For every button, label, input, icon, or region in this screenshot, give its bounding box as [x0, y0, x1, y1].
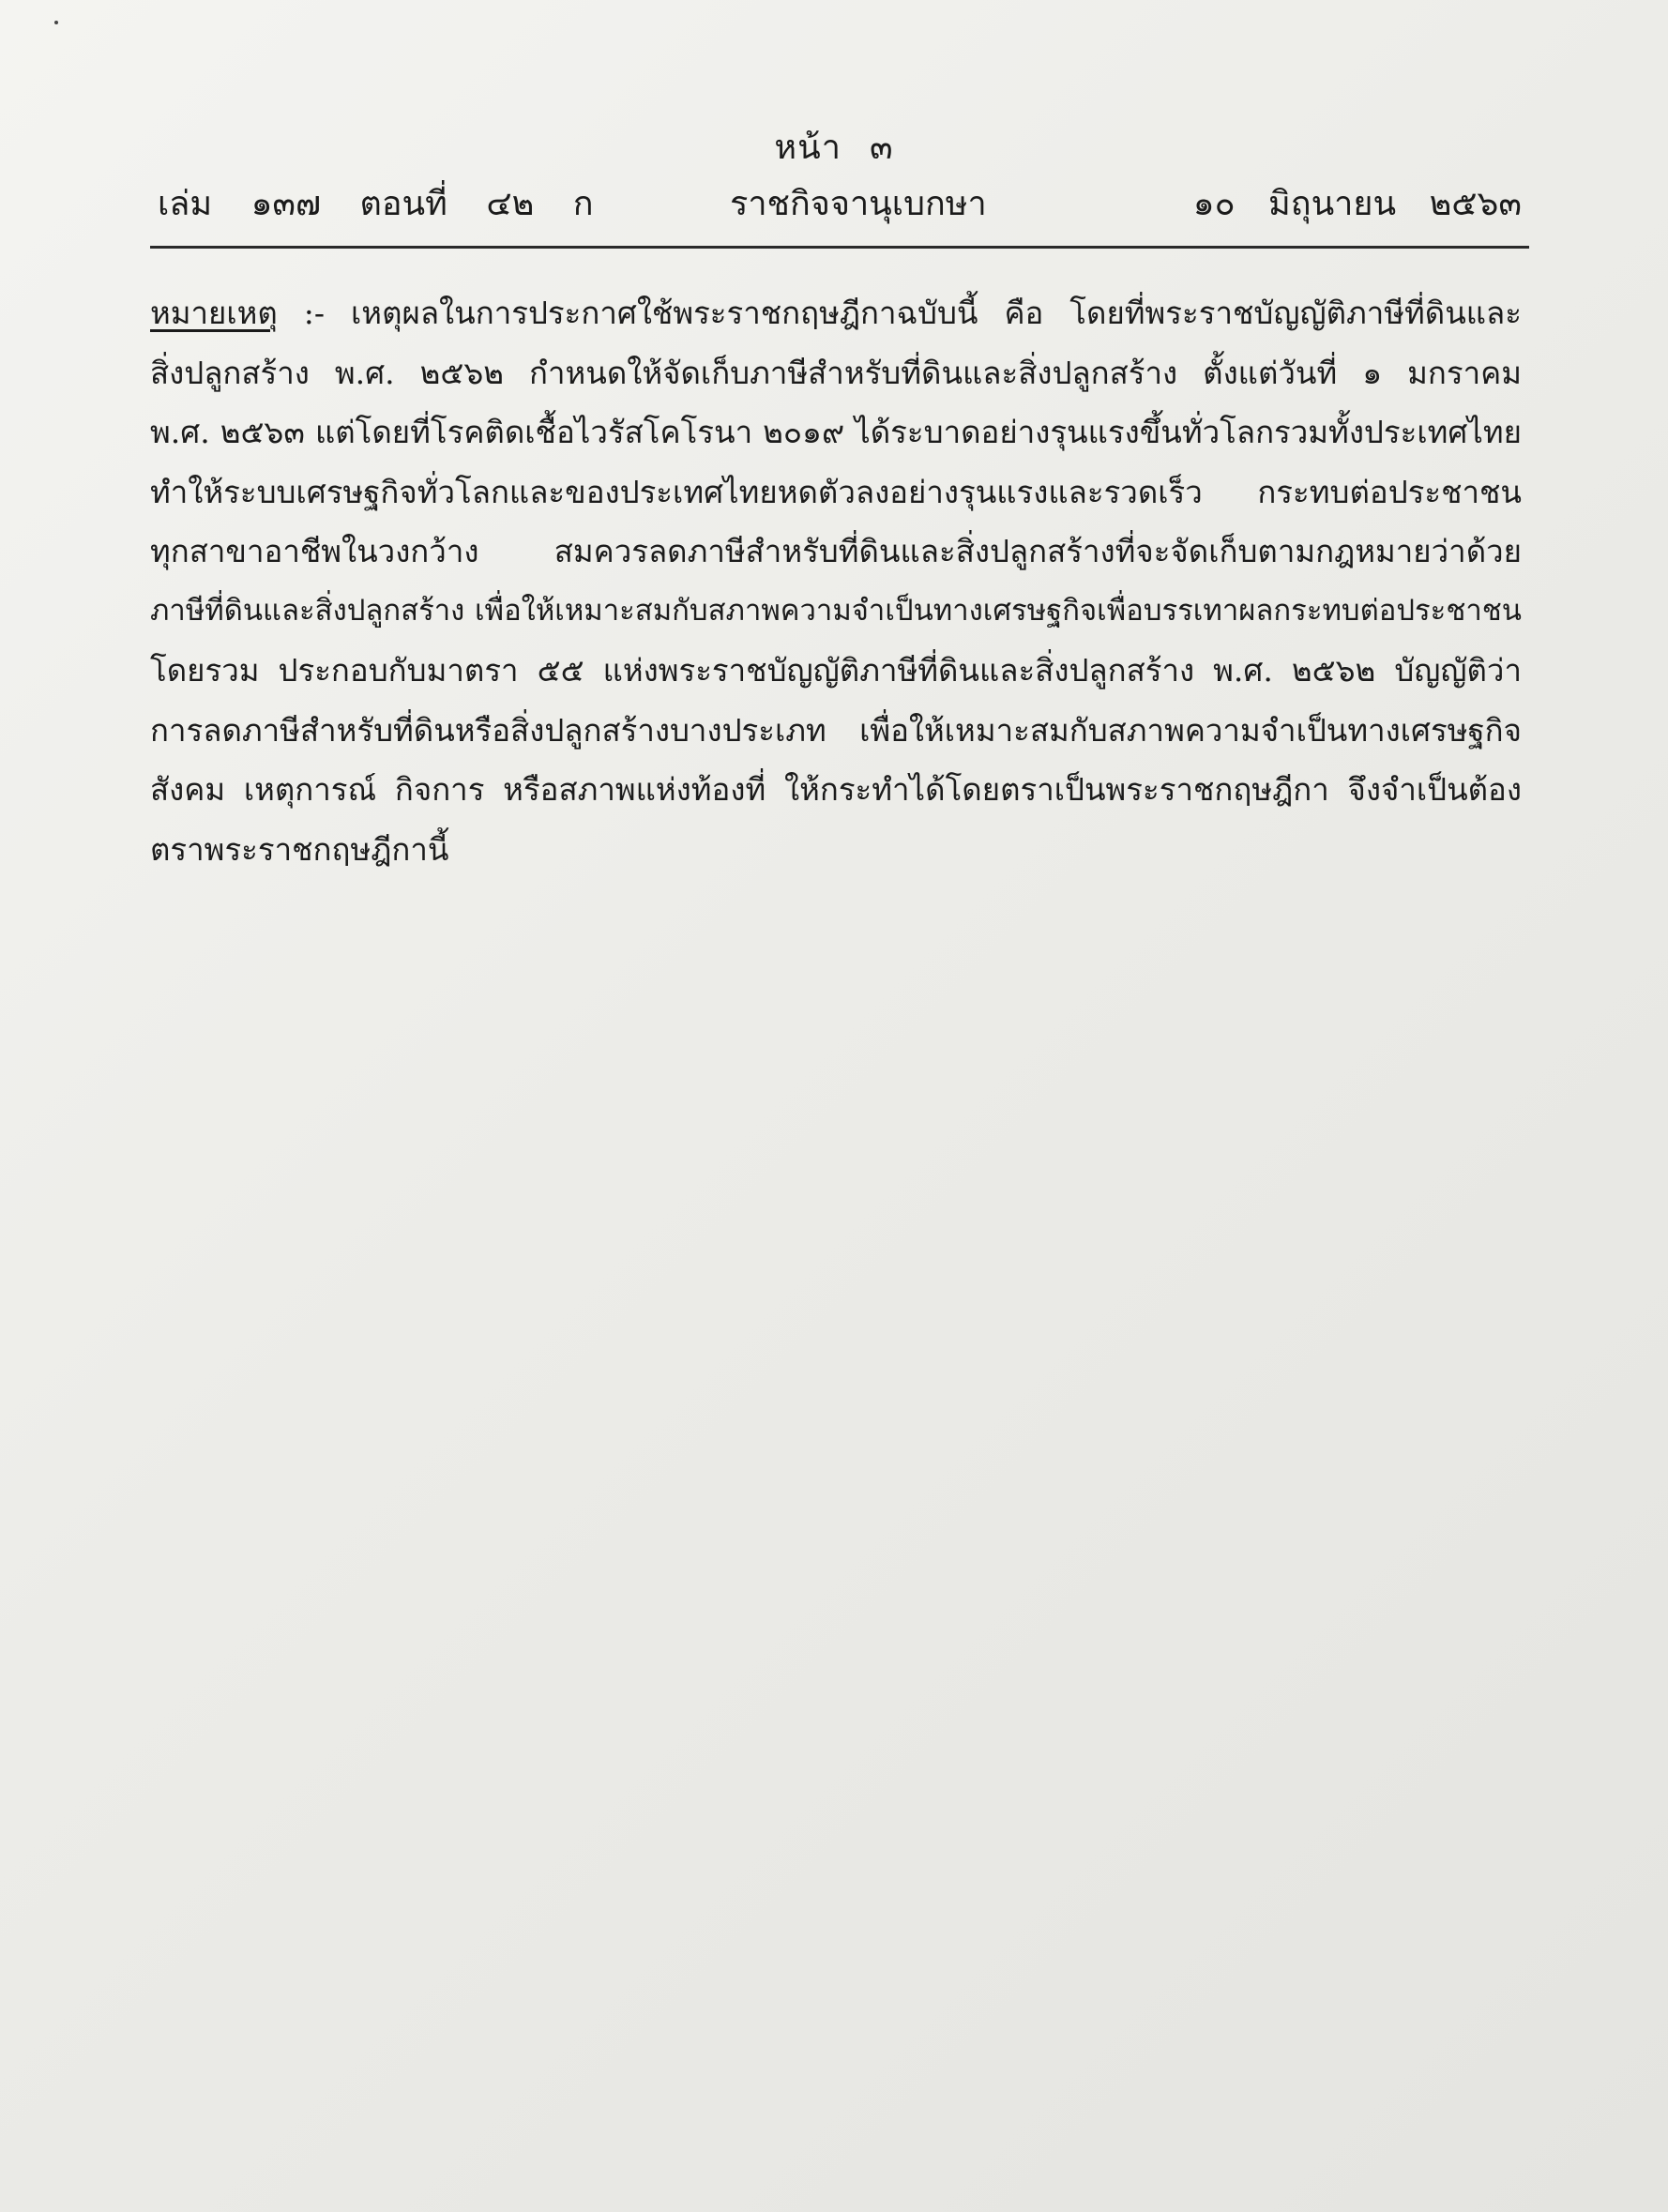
note-line-1	[150, 283, 1522, 343]
note-line-4: ทำให้ระบบเศรษฐกิจทั่วโลกและของประเทศไทยหดตัวลงอย่างรุนแรงและรวดเร็ว กระทบต่อประชาชน	[150, 473, 1522, 510]
note-line-10: ตราพระราชกฤษฎีกานี้	[150, 830, 449, 868]
page-number-label: หน้า	[774, 129, 842, 167]
page-number	[0, 120, 1668, 174]
note-line-2: สิ่งปลูกสร้าง พ.ศ. ๒๕๖๒ กำหนดให้จัดเก็บภาษีสำหรับที่ดินและสิ่งปลูกสร้าง ตั้งแต่วันที่ ๑ มกราคม	[150, 354, 1522, 391]
volume-label: เล่ม	[158, 185, 213, 223]
publication-title: ราชกิจจานุเบกษา	[730, 185, 987, 223]
publication-date	[1193, 176, 1522, 230]
date-day: ๑๐	[1192, 185, 1236, 223]
note-separator: :-	[277, 295, 352, 331]
volume-section	[158, 176, 594, 230]
note-paragraph	[150, 283, 1522, 879]
note-line-5: ทุกสาขาอาชีพในวงกว้าง สมควรลดภาษีสำหรับที่ดินและสิ่งปลูกสร้างที่จะจัดเก็บตามกฎหมายว่าด้วย	[150, 533, 1522, 569]
scan-speck	[54, 21, 58, 24]
header-divider	[150, 246, 1529, 249]
note-line-8: การลดภาษีสำหรับที่ดินหรือสิ่งปลูกสร้างบางประเภท เพื่อให้เหมาะสมกับสภาพความจำเป็นทางเศรษฐกิจ	[150, 711, 1522, 749]
date-month: มิถุนายน	[1268, 185, 1397, 223]
section-suffix: ก	[572, 185, 594, 223]
note-line-6: ภาษีที่ดินและสิ่งปลูกสร้าง เพื่อให้เหมาะสมกับสภาพความจำเป็นทางเศรษฐกิจเพื่อบรรเทาผลกระทบต่อประชาชน	[150, 593, 1522, 628]
volume-number: ๑๓๗	[250, 185, 322, 223]
note-line-3: พ.ศ. ๒๕๖๓ แต่โดยที่โรคติดเชื้อไวรัสโคโรนา ๒๐๑๙ ได้ระบาดอย่างรุนแรงขึ้นทั่วโลกรวมทั้งประเทศไทย	[150, 414, 1522, 450]
note-text: เหตุผลในการประกาศใช้พระราชกฤษฎีกาฉบับนี้ คือ โดยที่พระราชบัญญัติภาษีที่ดินและ	[351, 295, 1522, 331]
gazette-header	[150, 176, 1529, 233]
note-line-9: สังคม เหตุการณ์ กิจการ หรือสภาพแห่งท้องที่ ให้กระทำได้โดยตราเป็นพระราชกฤษฎีกา จึงจำเป็นต้อง	[150, 771, 1522, 808]
section-number: ๔๒	[486, 185, 535, 223]
note-line-7: โดยรวม ประกอบกับมาตรา ๕๕ แห่งพระราชบัญญัติภาษีที่ดินและสิ่งปลูกสร้าง พ.ศ. ๒๕๖๒ บัญญัติว่า	[150, 652, 1522, 689]
note-label: หมายเหตุ	[150, 295, 278, 331]
date-year: ๒๕๖๓	[1429, 185, 1522, 223]
section-label: ตอนที่	[359, 185, 447, 223]
page-number-value: ๓	[869, 129, 894, 167]
